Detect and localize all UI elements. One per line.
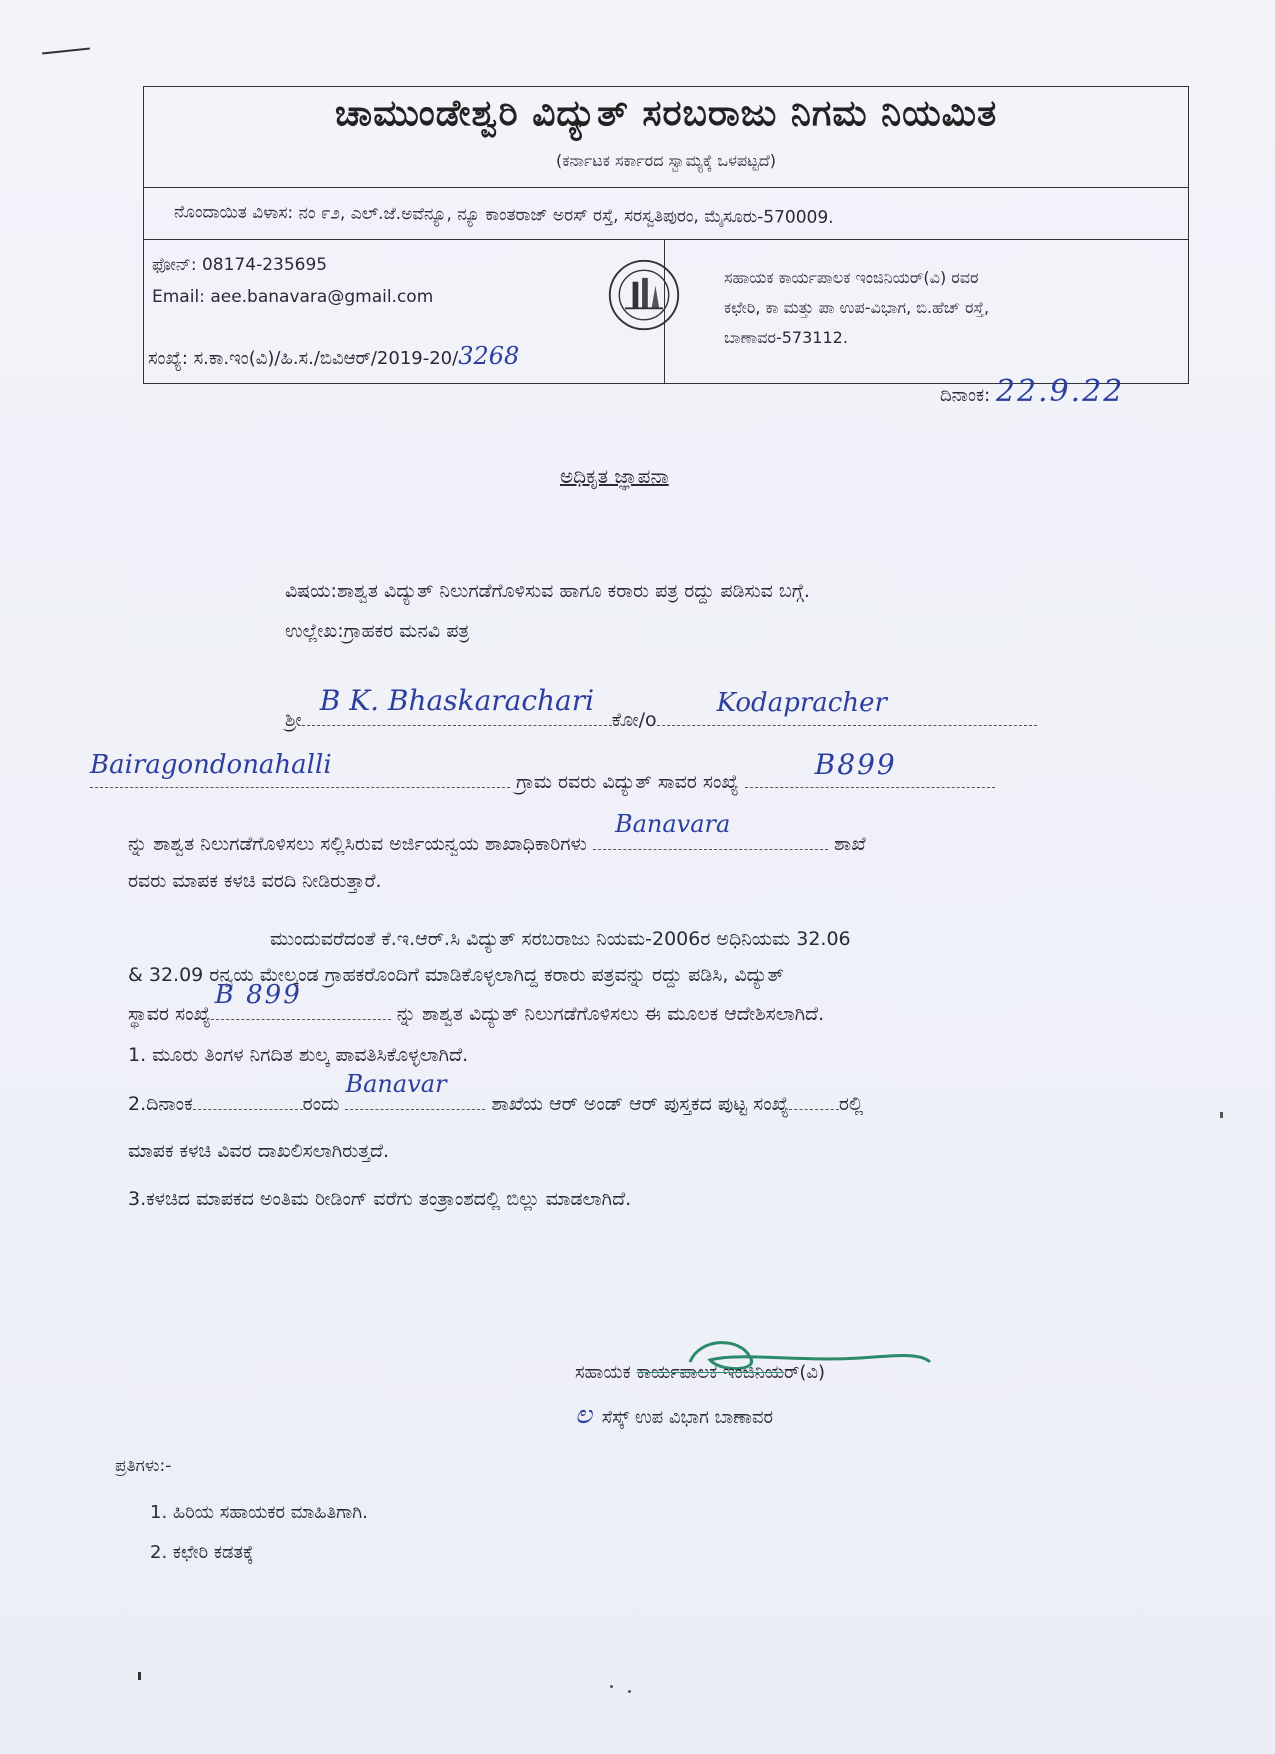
scan-dot: [628, 1690, 631, 1693]
office-line: ಬಾಣಾವರ-573112.: [724, 328, 848, 347]
copy-item: 2. ಕಛೇರಿ ಕಡತಕ್ಕೆ: [150, 1542, 254, 1563]
date-label: ದಿನಾಂಕ:: [940, 385, 991, 406]
branch-handwritten: Banavara: [614, 810, 731, 838]
ko-label: ಕೋ/o: [611, 709, 657, 732]
email-address: aee.banavara@gmail.com: [210, 287, 434, 307]
scan-mark: [42, 47, 90, 54]
village-text: ಗ್ರಾಮ ರವರು ವಿದ್ಯುತ್ ಸಾವರ ಸಂಖ್ಯೆ: [516, 771, 739, 794]
para2-line-1: ಮುಂದುವರೆದಂತೆ ಕೆ.ಇ.ಆರ್.ಸಿ ವಿದ್ಯುತ್ ಸರಬರಾಜು ನಿಯಮ-2006ರ ಅಧಿನಿಯಮ 32.06: [270, 928, 851, 950]
copies-label: ಪ್ರತಿಗಳು:-: [115, 1456, 172, 1476]
phone-label: ಫೋನ್:: [152, 255, 197, 275]
body-line-4: ರವರು ಮಾಪಕ ಕಳಚಿ ವರದಿ ನೀಡಿರುತ್ತಾರೆ.: [128, 870, 382, 892]
installation2-blank: [211, 980, 391, 1020]
reference-label: ಸಂಖ್ಯೆ: ಸ.ಕಾ.ಇಂ(ವಿ)/ಹಿ.ಸ./ಬಿವಿಆರ್/2019-20/: [148, 348, 459, 369]
item-2: [128, 1070, 864, 1116]
page-blank: [789, 1092, 839, 1110]
body-text: 2.ದಿನಾಂಕ: [128, 1093, 193, 1116]
email-label: Email:: [152, 287, 205, 307]
father-blank: [657, 688, 1037, 726]
para2-line-3: [128, 980, 825, 1026]
date-blank: [193, 1092, 303, 1110]
scan-dot: [610, 1685, 613, 1688]
installation-blank: [745, 748, 995, 788]
office-address: [724, 263, 1174, 353]
branch2-handwritten: Banavar: [345, 1070, 447, 1098]
signature-text: ರ್(ವಿ): [784, 1362, 826, 1383]
body-text: ಸ್ಥಾವರ ಸಂಖ್ಯೆ: [128, 1003, 211, 1026]
body-text: ಶಾಖೆ: [833, 833, 866, 856]
sri-label: ಶ್ರೀ: [285, 709, 302, 732]
installation2-handwritten: B 899: [214, 980, 302, 1010]
village-handwritten: Bairagondonahalli: [90, 750, 332, 780]
body-line-3: [128, 810, 866, 856]
body-text: ರಂದು: [302, 1093, 340, 1116]
signatory-office: [575, 1400, 773, 1431]
date-handwritten: 22.9.22: [995, 374, 1125, 409]
letterhead: [143, 86, 1189, 384]
divider: [144, 187, 1188, 188]
body-text: ನ್ನು ಶಾಶ್ವತ ನಿಲುಗಡೆಗೊಳಿಸಲು ಸಲ್ಲಿಸಿರುವ ಅರ್ಜಿಯನ್ವಯ ಶಾಖಾಧಿಕಾರಿಗಳು: [128, 833, 587, 856]
signatory-designation: [575, 1362, 825, 1383]
copy-item: 1. ಹಿರಿಯ ಸಹಾಯಕರ ಮಾಹಿತಿಗಾಗಿ.: [150, 1502, 368, 1523]
father-handwritten: Kodapracher: [716, 688, 887, 718]
phone-number: 08174-235695: [201, 255, 328, 275]
branch2-blank: [345, 1070, 485, 1110]
signature-text: ಸಹಾಯಕ: [575, 1362, 631, 1383]
document-heading: ಅಧಿಕೃತ ಜ್ಞಾಪನಾ: [560, 464, 669, 488]
branch-blank: [593, 810, 828, 850]
body-line-2: [90, 748, 995, 794]
name-handwritten: B K. Bhaskarachari: [319, 684, 595, 717]
reference-line: ಉಲ್ಲೇಖ:ಗ್ರಾಹಕರ ಮನವಿ ಪತ್ರ: [285, 620, 470, 642]
office-line: ಕಛೇರಿ, ಕಾ ಮತ್ತು ಪಾ ಉಪ-ವಿಭಾಗ, ಬಿ.ಹೆಚ್ ರಸ್ತೆ,: [724, 298, 990, 317]
cesc-logo: [606, 257, 682, 333]
item-1: 1. ಮೂರು ತಿಂಗಳ ನಿಗದಿತ ಶುಲ್ಕ ಪಾವತಿಸಿಕೊಳ್ಳಲಾಗಿದೆ.: [128, 1044, 469, 1066]
village-blank: [90, 750, 510, 788]
subject-line: ವಿಷಯ:ಶಾಶ್ವತ ವಿದ್ಯುತ್ ನಿಲುಗಡೆಗೊಳಿಸುವ ಹಾಗೂ ಕರಾರು ಪತ್ರ ರದ್ದು ಪಡಿಸುವ ಬಗ್ಗೆ.: [285, 580, 810, 602]
name-blank: [302, 684, 612, 726]
office-line: ಸಹಾಯಕ ಕಾರ್ಯಪಾಲಕ ಇಂಜಿನಿಯರ್(ವಿ) ರವರ: [724, 268, 979, 287]
signature-struck-text: ಕಾರ್ಯಪಾಲಕ ಇಂಜಿನಿಯ: [636, 1362, 784, 1383]
body-text: ರಲ್ಲಿ: [838, 1093, 864, 1116]
divider: [144, 239, 1188, 240]
phone-line: [152, 255, 327, 275]
email-line: [152, 287, 433, 307]
signature-text: ಸೆಸ್ಕ್ ಉಪ ವಿಭಾಗ ಬಾಣಾವರ: [601, 1407, 774, 1428]
scan-dot: [138, 1672, 141, 1680]
body-line-1: [285, 684, 1037, 732]
initials-handwritten: ಲ: [575, 1400, 592, 1430]
company-subtitle: (ಕರ್ನಾಟಕ ಸರ್ಕಾರದ ಸ್ವಾಮ್ಯಕ್ಕೆ ಒಳಪಟ್ಟದೆ): [556, 151, 776, 170]
company-name: ಚಾಮುಂಡೇಶ್ವರಿ ವಿದ್ಯುತ್ ಸರಬರಾಜು ನಿಗಮ ನಿಯಮಿತ: [334, 93, 998, 134]
item-3: 3.ಕಳಚಿದ ಮಾಪಕದ ಅಂತಿಮ ರೀಡಿಂಗ್ ವರೆಗು ತಂತ್ರಾಂಶದಲ್ಲಿ ಬಿಲ್ಲು ಮಾಡಲಾಗಿದೆ.: [128, 1188, 632, 1210]
reference-number-handwritten: 3268: [458, 342, 520, 370]
body-text: ಶಾಖೆಯ ಆರ್ ಅಂಡ್ ಆರ್ ಪುಸ್ತಕದ ಪುಟ್ಟ ಸಂಖ್ಯೆ: [491, 1093, 789, 1116]
registered-address: ನೊಂದಾಯಿತ ವಿಳಾಸ: ನಂ ೯೨, ಎಲ್.ಜೆ.ಅವೆನ್ಯೂ, ನ್ಯೂ ಕಾಂತರಾಜ್ ಅರಸ್ ರಸ್ತೆ, ಸರಸ್ವತಿಪುರಂ, ಮೈಸೂರು-570009.: [173, 202, 834, 228]
installation-handwritten: B899: [814, 748, 897, 781]
reference-date: [940, 374, 1124, 409]
reference-number: [148, 342, 519, 370]
body-text: ನ್ನು ಶಾಶ್ವತ ವಿದ್ಯುತ್ ನಿಲುಗಡೆಗೊಳಿಸಲು ಈ ಮೂಲಕ ಆದೇಶಿಸಲಾಗಿದೆ.: [396, 1003, 825, 1026]
item-2-line-2: ಮಾಪಕ ಕಳಚಿ ವಿವರ ದಾಖಲಿಸಲಾಗಿರುತ್ತದೆ.: [128, 1140, 390, 1162]
para2-line-2: & 32.09 ರನ್ವಯ ಮೇಲ್ಕಂಡ ಗ್ರಾಹಕರೊಂದಿಗೆ ಮಾಡಿಕೊಳ್ಳಲಾಗಿದ್ದ ಕರಾರು ಪತ್ರವನ್ನು ರದ್ದು ಪಡಿಸಿ, ವಿದ್ಯುತ್: [128, 964, 784, 986]
scan-dot: [1220, 1112, 1223, 1118]
